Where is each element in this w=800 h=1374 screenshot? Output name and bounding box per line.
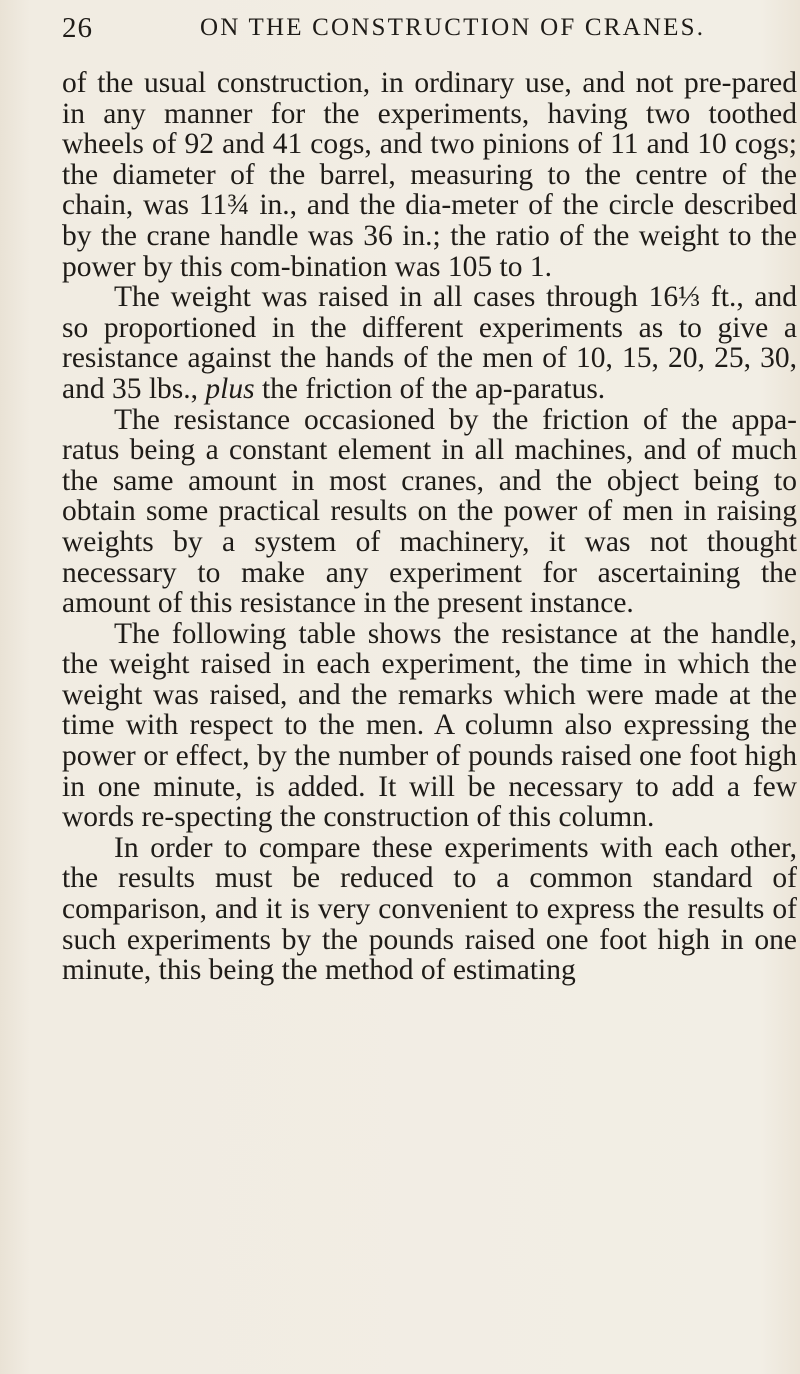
- page-number: 26: [62, 11, 93, 44]
- body-text: [62, 68, 797, 986]
- paragraph-2-italic: plus: [205, 372, 255, 405]
- paragraph-5: In order to compare these experiments with each other, the results must be reduced to a common standard of comparison, and it is very convenient to express the results of such experiments by the pounds raised one foot high in one minute, this being the method of estimating: [62, 831, 797, 987]
- paragraph-2: [62, 282, 797, 404]
- paragraph-2-tail: the friction of the ap-paratus.: [254, 372, 606, 405]
- paragraph-1: of the usual construction, in ordinary use, and not pre-pared in any manner for the experiments, having two toothed wheels of 92 and 41 cogs, and two pinions of 11 and 10 cogs; the diameter of the barrel, measuring to the centre of the chain, was 11¾ in., and the dia-meter of the circle described by the crane handle was 36 in.; the ratio of the weight to the power by this com-bination was 105 to 1.: [62, 67, 797, 283]
- page-header: [62, 8, 762, 48]
- paragraph-4: The following table shows the resistance at the handle, the weight raised in each experiment, the time in which the weight was raised, and the remarks which were made at the time with respect to the men. A column also expressing the power or effect, by the number of pounds raised one foot high in one minute, is added. It will be necessary to add a few words re-specting the construction of this column.: [62, 617, 797, 834]
- paragraph-2-text: The weight was raised in all cases through 16⅓ ft., and so proportioned in the different experiments as to give a resistance against the hands of the men of 10, 15, 20, 25, 30, and 35 lbs.,: [62, 281, 797, 405]
- paragraph-3: The resistance occasioned by the friction of the appa-ratus being a constant element in all machines, and of much the same amount in most cranes, and the object being to obtain some practical results on the power of men in raising weights by a system of machinery, it was not thought necessary to make any experiment for ascertaining the amount of this resistance in the present instance.: [62, 403, 797, 620]
- running-head: ON THE CONSTRUCTION OF CRANES.: [200, 14, 706, 41]
